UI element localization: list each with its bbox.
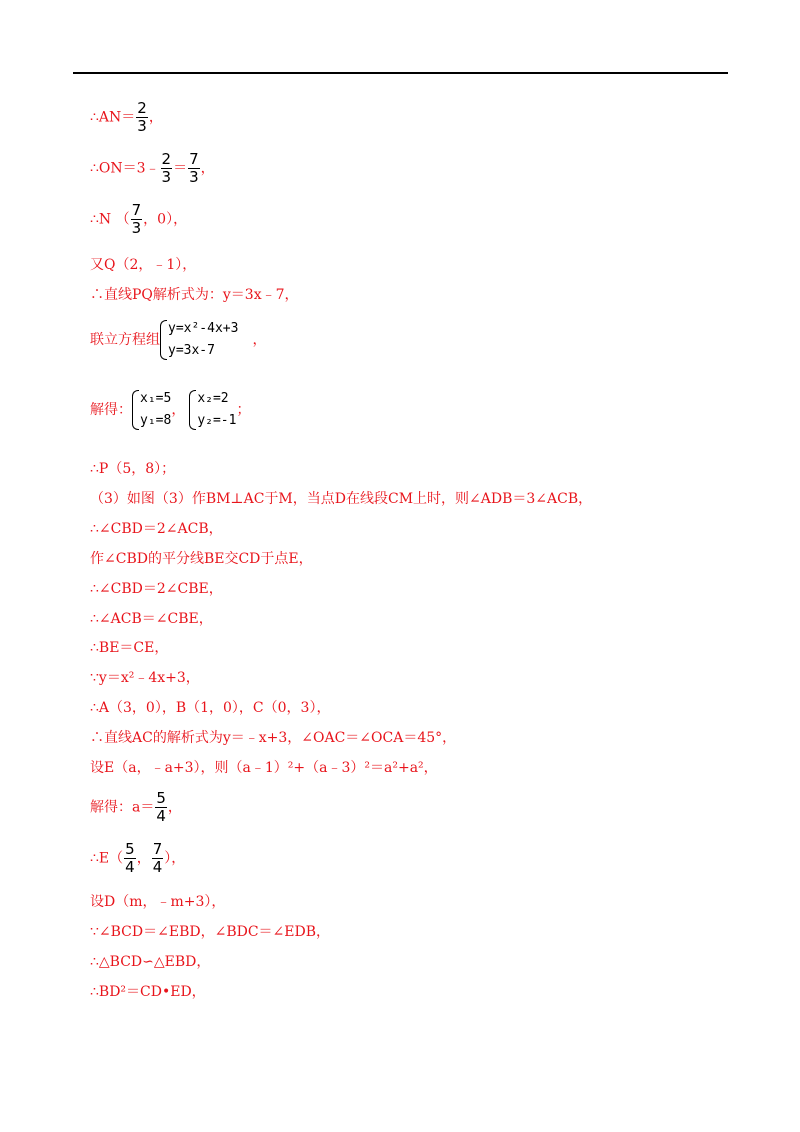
header-rule <box>73 72 728 74</box>
line-on-text: ∴ON＝3﹣ <box>90 160 160 177</box>
line-pq: ∴直线PQ解析式为：y＝3x﹣7， <box>90 287 299 303</box>
equation-system: y=x²-4x+3 y=3x-7 <box>160 318 238 362</box>
line-a-text: 解得：a＝ <box>90 799 155 816</box>
line-part3: （3）如图（3）作BM⊥AC于M，当点D在线段CM上时，则∠ADB＝3∠ACB， <box>90 491 593 507</box>
line-similar: ∴△BCD∽△EBD， <box>90 954 211 970</box>
line-solution-label: 解得： <box>90 402 132 418</box>
fraction: $\frac{7}{4}$ <box>152 840 163 876</box>
line-solution: 解得： x₁=5 y₁=8 ， x₂=2 y₂=-1 ； <box>90 388 250 432</box>
line-cbd-acb: ∴∠CBD＝2∠ACB， <box>90 521 223 537</box>
line-angles: ∵∠BCD＝∠EBD，∠BDC＝∠EDB， <box>90 924 331 940</box>
line-e: ∴E（ $\frac{5}{4}$ ， $\frac{7}{4}$ ）， <box>90 840 186 876</box>
line-n-text: ∴N （ <box>90 211 130 228</box>
fraction: $\frac{7}{3}$ <box>189 150 199 186</box>
fraction: $\frac{2}{3}$ <box>161 150 172 186</box>
line-q: 又Q（2，﹣1）， <box>90 257 197 273</box>
line-on: ∴ON＝3﹣ $\frac{2}{3}$ ＝ $\frac{7}{3}$ ， <box>90 150 215 186</box>
line-ac: ∴直线AC的解析式为y＝﹣x+3，∠OAC＝∠OCA＝45°， <box>90 730 457 746</box>
line-an-text: ∴AN＝ <box>90 109 136 126</box>
fraction: $\frac{7}{3}$ <box>131 201 142 237</box>
line-bisector: 作∠CBD的平分线BE交CD于点E， <box>90 551 313 567</box>
solution-system-2: x₂=2 y₂=-1 <box>189 388 236 432</box>
line-acb-cbe: ∴∠ACB＝∠CBE， <box>90 611 213 627</box>
line-p: ∴P（5，8）； <box>90 461 176 477</box>
fraction: $\frac{5}{4}$ <box>156 789 166 825</box>
line-bd-squared: ∴BD²＝CD•ED， <box>90 984 206 1000</box>
line-system-label: 联立方程组 <box>90 332 160 348</box>
line-e-text: ∴E（ <box>90 850 124 867</box>
line-a-value: 解得：a＝ $\frac{5}{4}$ ， <box>90 789 182 825</box>
line-points: ∴A（3，0），B（1，0），C（0，3）， <box>90 700 331 716</box>
fraction: $\frac{5}{4}$ <box>125 840 135 876</box>
line-set-d: 设D（m，﹣m+3）， <box>90 894 226 910</box>
line-an: ∴AN＝ $\frac{2}{3}$ ， <box>90 99 163 135</box>
line-n: ∴N （ $\frac{7}{3}$ ，0）， <box>90 201 188 237</box>
solution-system-1: x₁=5 y₁=8 <box>132 388 171 432</box>
line-system: 联立方程组 y=x²-4x+3 y=3x-7 ， <box>90 318 266 362</box>
line-set-e: 设E（a，﹣a+3），则（a﹣1）²+（a﹣3）²＝a²+a²， <box>90 760 438 776</box>
line-parabola: ∵y＝x²﹣4x+3， <box>90 670 200 686</box>
line-cbd-cbe: ∴∠CBD＝2∠CBE， <box>90 581 223 597</box>
fraction: $\frac{2}{3}$ <box>137 99 147 135</box>
line-be-ce: ∴BE＝CE， <box>90 640 169 656</box>
